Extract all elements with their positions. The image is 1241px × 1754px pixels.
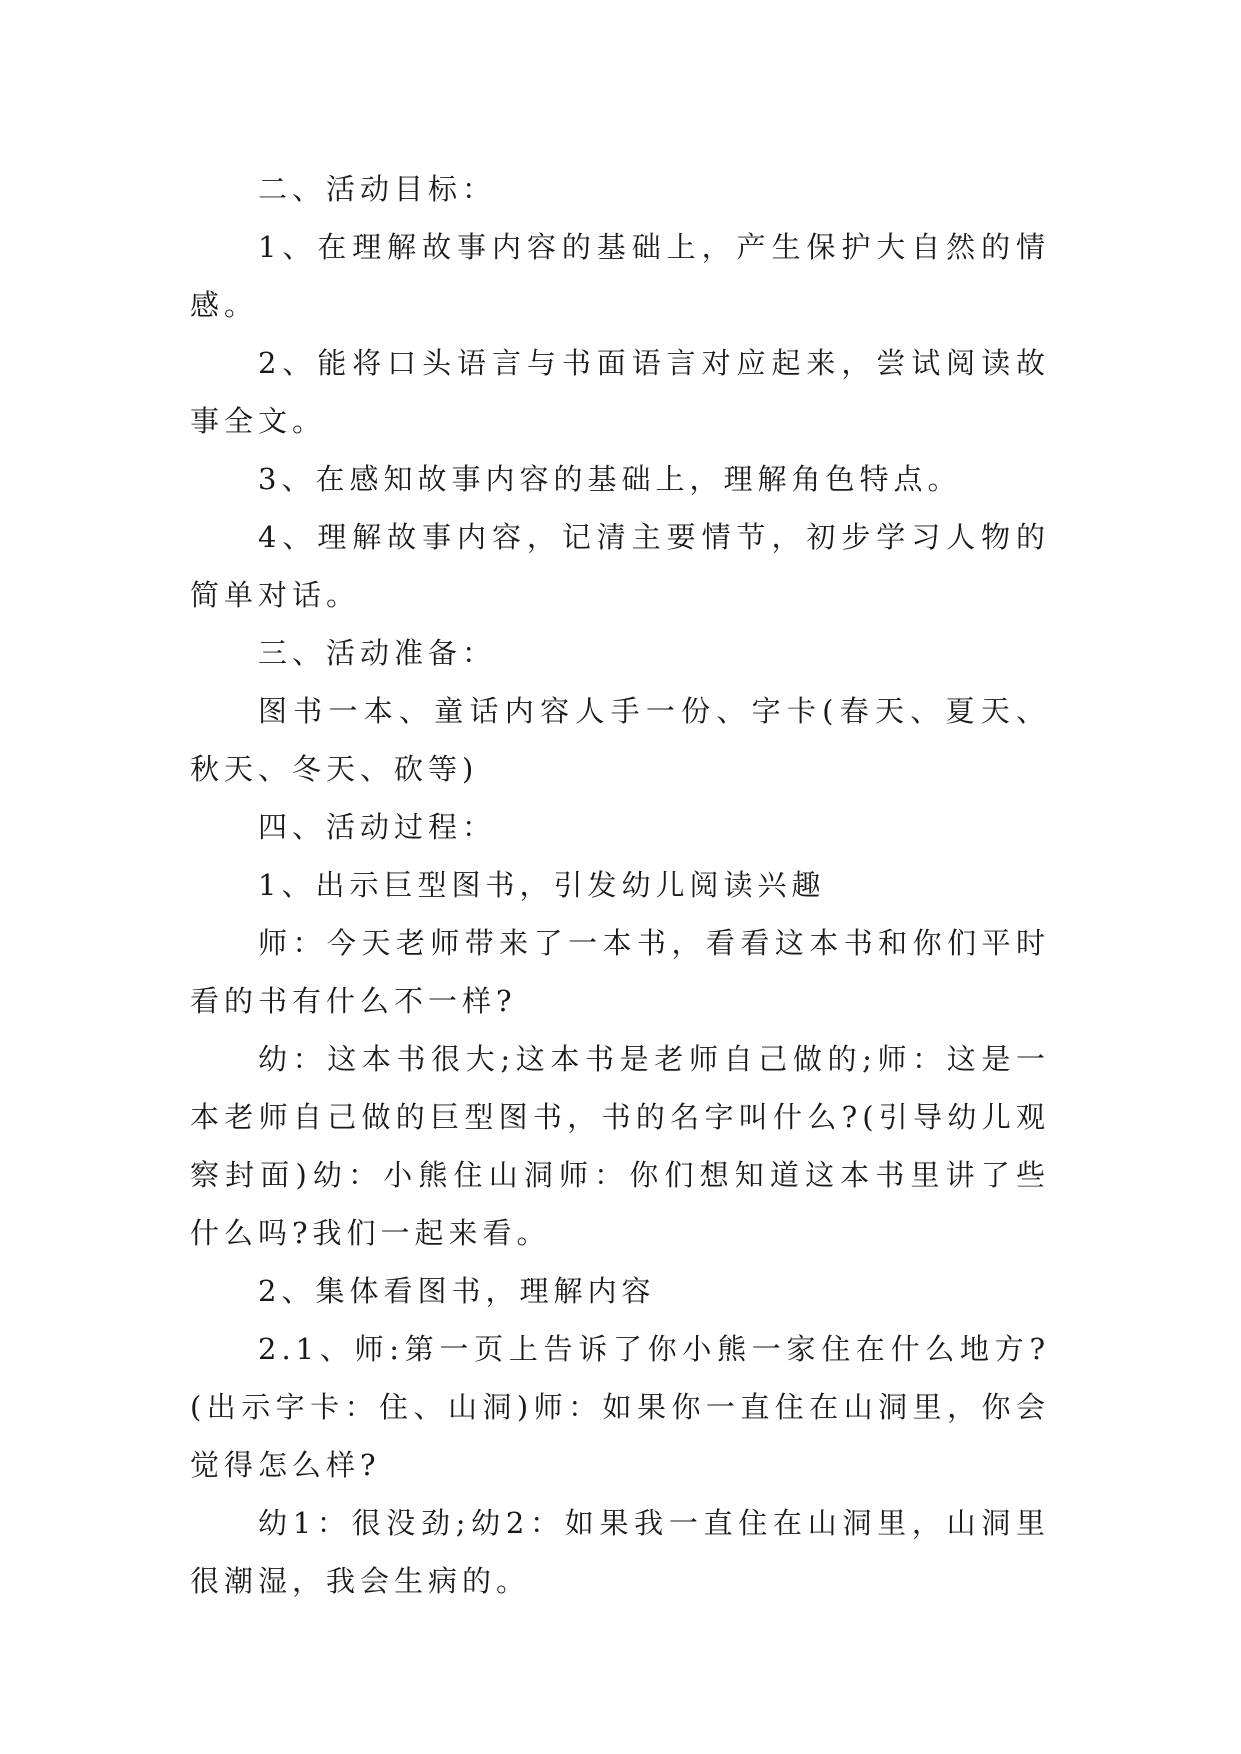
- process-step-2: 2、集体看图书，理解内容: [258, 1274, 656, 1308]
- goal-item-4: 4、理解故事内容，记清主要情节，初步学习人物的简单对话。: [190, 520, 1050, 612]
- document-body: [190, 160, 1050, 1610]
- process-step-2-1: 2.1、师:第一页上告诉了你小熊一家住在什么地方?(出示字卡：住、山洞)师：如果你一直住在山洞里，你会觉得怎么样?: [190, 1332, 1050, 1482]
- goal-item-1: 1、在理解故事内容的基础上，产生保护大自然的情感。: [190, 230, 1050, 322]
- children-responses: 幼1：很没劲;幼2：如果我一直住在山洞里，山洞里很潮湿，我会生病的。: [190, 1506, 1050, 1598]
- goal-item-2: 2、能将口头语言与书面语言对应起来，尝试阅读故事全文。: [190, 346, 1050, 438]
- child-teacher-dialogue: 幼：这本书很大;这本书是老师自己做的;师：这是一本老师自己做的巨型图书，书的名字叫什么?(引导幼儿观察封面)幼：小熊住山洞师：你们想知道这本书里讲了些什么吗?我们一起来看。: [190, 1042, 1050, 1250]
- teacher-dialogue: 师：今天老师带来了一本书，看看这本书和你们平时看的书有什么不一样?: [190, 926, 1050, 1018]
- heading-activity-preparation: 三、活动准备：: [258, 636, 497, 670]
- heading-activity-goals: 二、活动目标：: [258, 172, 497, 206]
- heading-activity-process: 四、活动过程：: [258, 810, 497, 844]
- preparation-text: 图书一本、童话内容人手一份、字卡(春天、夏天、秋天、冬天、砍等): [190, 694, 1050, 786]
- process-step-1: 1、出示巨型图书，引发幼儿阅读兴趣: [258, 868, 826, 902]
- goal-item-3: 3、在感知故事内容的基础上，理解角色特点。: [258, 462, 962, 496]
